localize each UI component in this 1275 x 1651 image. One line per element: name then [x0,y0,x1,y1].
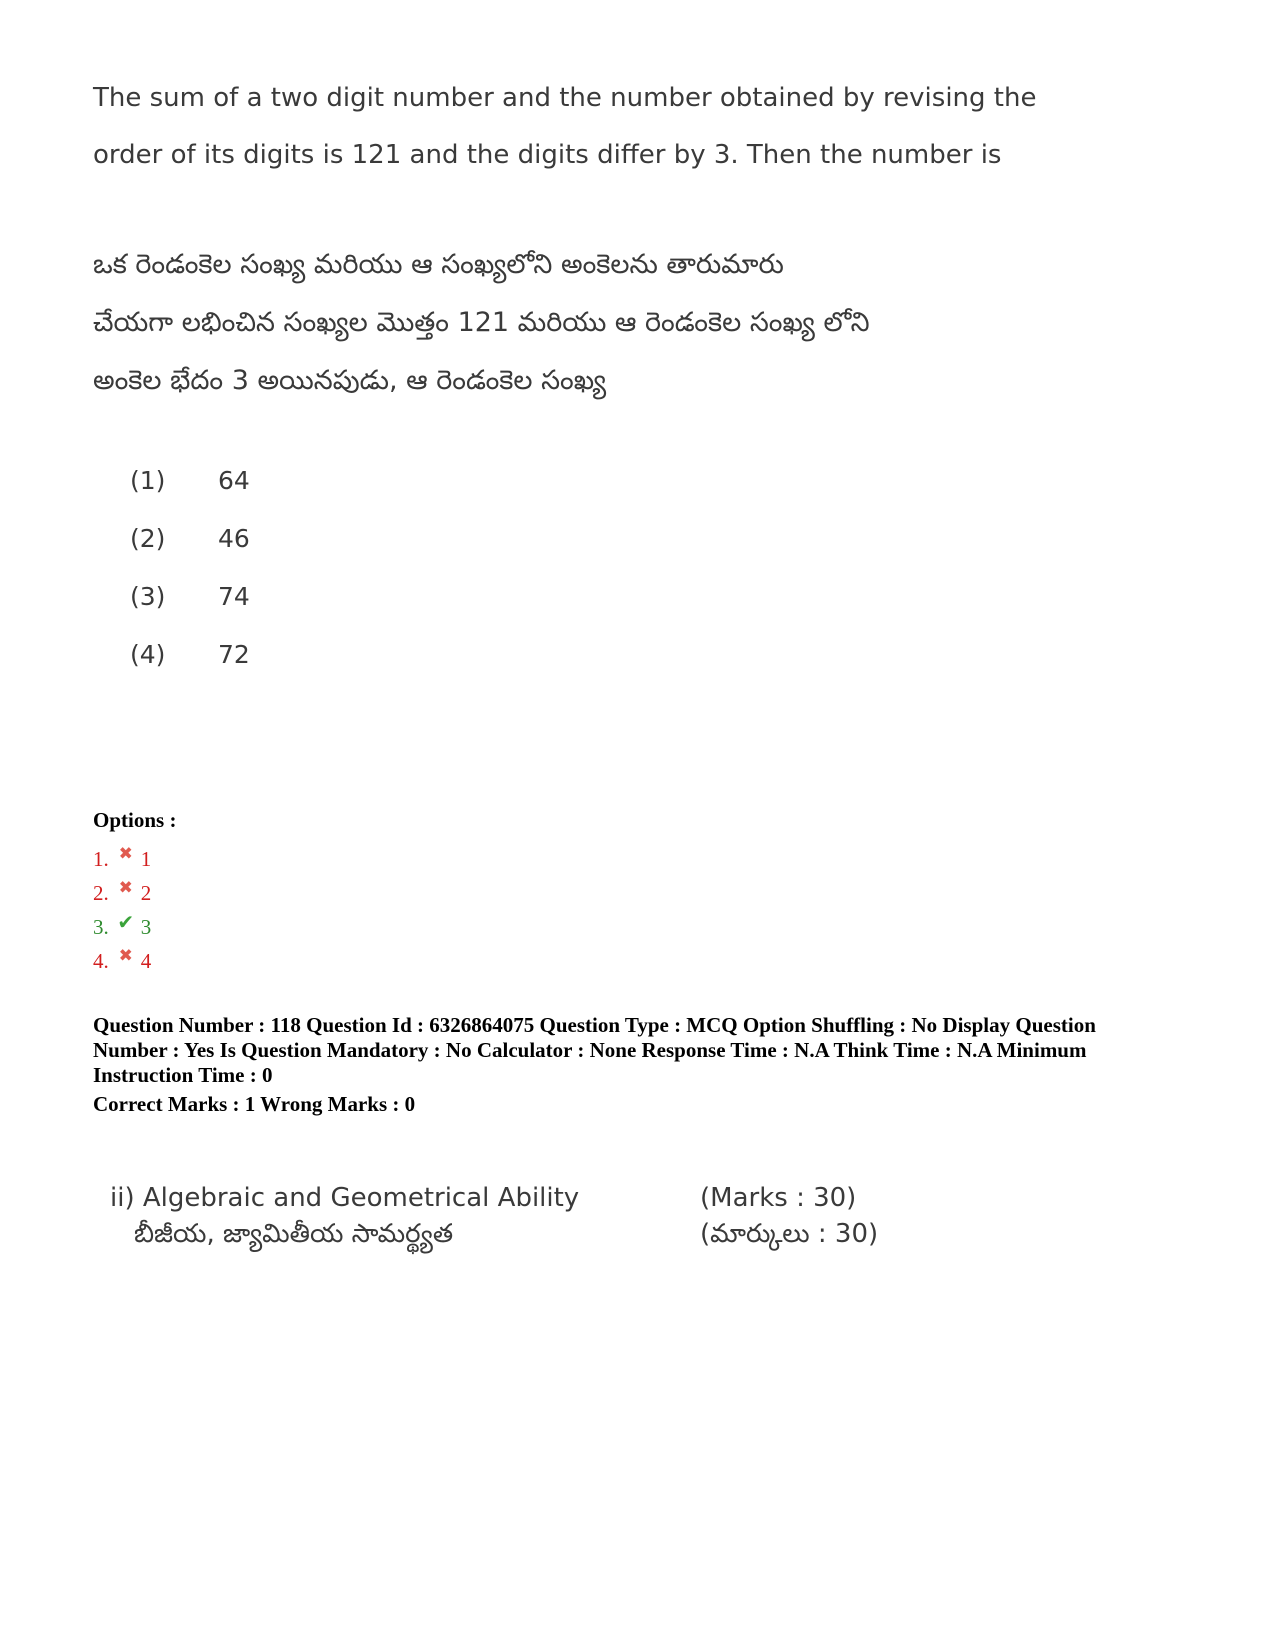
question-line: The sum of a two digit number and the number obtained by revising the [93,83,1037,113]
choice-number: (2) [130,524,166,553]
option-item [93,944,151,978]
cross-icon: ✖ [118,946,133,966]
check-icon: ✔ [117,910,135,934]
cross-icon: ✖ [118,844,133,864]
cross-icon: ✖ [118,878,133,898]
options-heading: Options : [93,808,177,832]
section-row-telugu [110,1217,930,1256]
question-metadata [93,1013,1203,1088]
section-header [110,1178,930,1256]
option-index: 1. [93,846,109,871]
choice-value: 74 [218,582,250,611]
option-item [93,876,151,910]
metadata-line: Number : Yes Is Question Mandatory : No Calculator : None Response Time : N.A Think Time : N.A Minimum [93,1038,1087,1062]
answer-choice [130,524,250,582]
metadata-line: Instruction Time : 0 [93,1063,273,1087]
option-item [93,842,151,876]
choice-value: 72 [218,640,250,669]
options-list [93,842,151,978]
answer-choices [130,466,250,698]
option-index: 2. [93,880,109,905]
choice-value: 46 [218,524,250,553]
question-text-english [93,70,1043,184]
option-index: 4. [93,948,109,973]
question-line-telugu: చేయగా లభించిన సంఖ్యల మొత్తం 121 మరియు ఆ రెండంకెల సంఖ్య లోని [93,307,870,338]
section-title: ii) Algebraic and Geometrical Ability [110,1182,580,1213]
option-value: 1 [140,846,152,871]
question-line-telugu: అంకెల భేదం 3 అయినపుడు, ఆ రెండంకెల సంఖ్య [93,365,607,396]
section-title-telugu: బీజీయ, జ్యామితీయ సామర్థ్యత [134,1218,454,1249]
choice-number: (4) [130,640,166,669]
option-value: 3 [140,914,152,939]
section-marks-telugu: (మార్కులు : 30) [700,1218,879,1249]
answer-choice [130,582,250,640]
section-marks: (Marks : 30) [700,1182,857,1213]
section-row-english [110,1178,930,1217]
option-index: 3. [93,914,109,939]
answer-choice [130,466,250,524]
question-line-telugu: ఒక రెండంకెల సంఖ్య మరియు ఆ సంఖ్యలోని అంకెలను తారుమారు [93,249,784,280]
choice-number: (3) [130,582,166,611]
question-line: order of its digits is 121 and the digits differ by 3. Then the number is [93,140,1002,170]
question-text-telugu [93,236,1043,410]
choice-value: 64 [218,466,250,495]
answer-choice [130,640,250,698]
option-item [93,910,151,944]
choice-number: (1) [130,466,166,495]
metadata-line: Question Number : 118 Question Id : 6326864075 Question Type : MCQ Option Shuffling : No Display Question [93,1013,1096,1037]
marks-info: Correct Marks : 1 Wrong Marks : 0 [93,1092,416,1116]
option-value: 4 [140,948,152,973]
option-value: 2 [140,880,152,905]
